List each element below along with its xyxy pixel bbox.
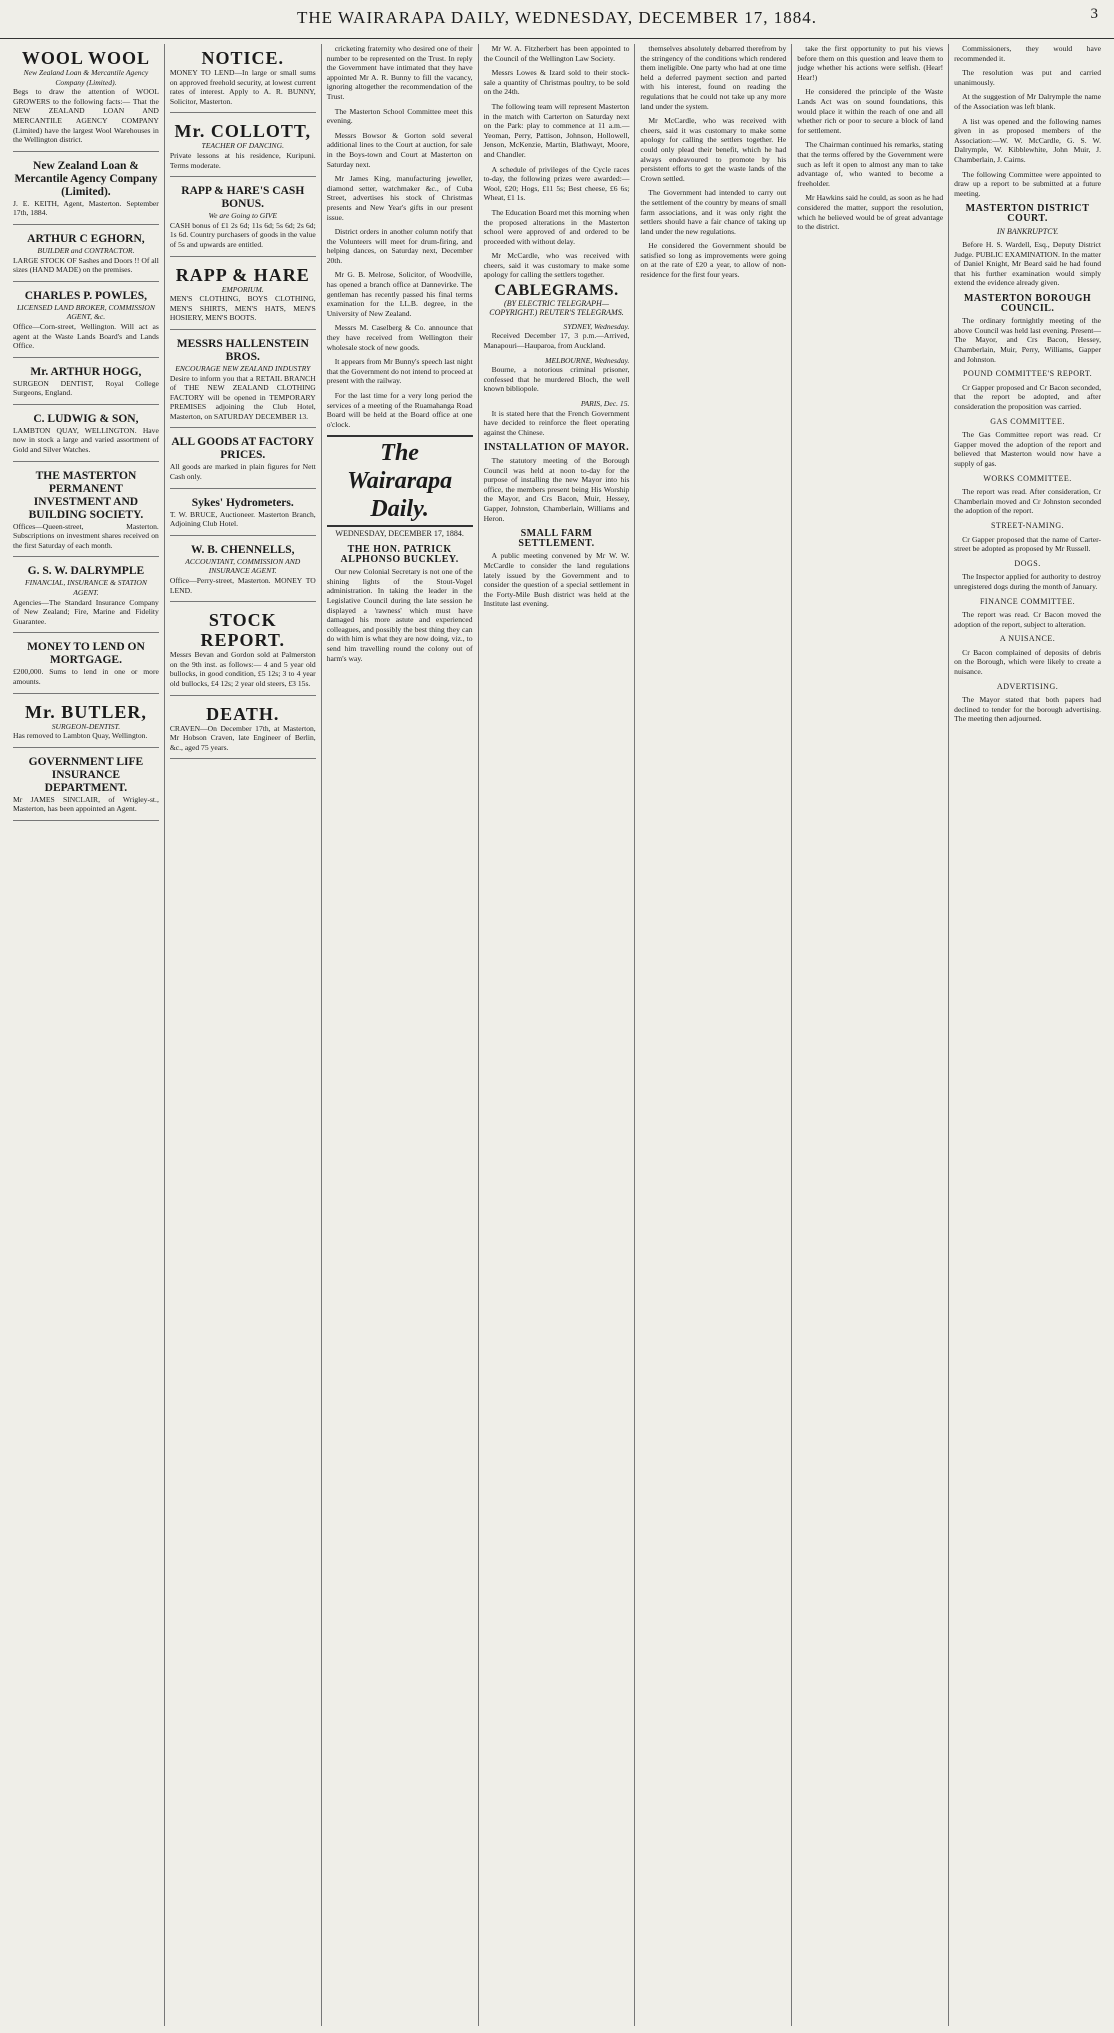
advertisement (170, 334, 316, 429)
committee-body: The report was read. After consideration, Cr Chamberlain moved and Cr Johnston seconded the adoption of the report. (954, 487, 1101, 516)
news-paragraph: Mr McCardle, who was received with cheers, said it was customary to make some apology for calling the settlers together. He could only plead their benefit, which he had always endeavoured to promote by his persistent efforts to get the waste lands of the Crown settled. (640, 116, 787, 183)
advertisement-body: £200,000. Sums to lend in one or more amounts. (13, 667, 159, 686)
advertisement-heading: G. S. W. DALRYMPLE (27, 565, 145, 578)
committee-heading: POUND COMMITTEE'S REPORT. (963, 369, 1093, 379)
advertisement-body: LAMBTON QUAY, WELLINGTON. Have now in stock a large and varied assortment of Gold and Silver Watches. (13, 425, 159, 455)
cable-dateline: MELBOURNE, Wednesday. (545, 355, 630, 365)
advertisement (170, 181, 316, 256)
news-paragraph: The Education Board met this morning when the proposed alterations in the Masterton school were approved of and ordered to be proceeded with without delay. (483, 207, 630, 246)
advertisement-heading: Sykes' Hydrometers. (191, 496, 294, 509)
news-paragraph: The following team will represent Masterton in the match with Carterton on Saturday next on the Park: play to commence at 11 a.m.—Yeoman, Perry, Pattison, Johnson, Hollowell, Jenson, McKenzie, Martin, Blathwayt, Moore, and Chandler. (483, 101, 630, 159)
advertisement-body: Agencies—The Standard Insurance Company of New Zealand; Fire, Marine and Fidelity Guarantee. (13, 597, 159, 626)
advertisement-heading: Mr. COLLOTT, (174, 121, 312, 142)
advertisement (170, 432, 316, 488)
mayor-installation-heading: INSTALLATION OF MAYOR. (483, 442, 630, 454)
district-court-subheading: IN BANKRUPTCY. (996, 226, 1059, 236)
committee-body: Cr Gapper proposed and Cr Bacon seconded, that the report be adopted, and after consideration the proposition was carried. (954, 382, 1101, 411)
advertisement-body: Messrs Bevan and Gordon sold at Palmerston on the 9th inst. as follows:— 4 and 5 year old bullocks, in good condition, £5 12s; 3 to 4 year old bullocks, £4 12s; 2 year old steers, £3 15s. (169, 650, 316, 688)
column-1 (8, 44, 165, 2026)
cable-body: Bourne, a notorious criminal prisoner, confessed that he murdered Bloch, the well known bibliopole. (483, 365, 630, 394)
small-farm-settlement-heading: SMALL FARM SETTLEMENT. (518, 528, 595, 549)
news-paragraph: A schedule of privileges of the Cycle races to-day, the following prizes were awarded:—Wool, £20; Hogs, £11 5s; Best cheese, £6 6s; Wheat, £1 1s. (483, 164, 630, 203)
news-paragraph: Messrs Lowes & Izard sold to their stock-sale a quantity of Christmas poultry, to be sold on the 24th. (483, 68, 630, 97)
news-paragraph: Mr Hawkins said he could, as soon as he had considered the matter, support the resolution, which he believed would be of great advantage to the district. (797, 193, 944, 232)
news-paragraph: Mr G. B. Melrose, Solicitor, of Woodville, has opened a branch office at Dannevirke. The gentleman has recently passed his final terms examination for the LL.B. degree, in the University of New Zealand. (326, 270, 473, 318)
cable-dateline: PARIS, Dec. 15. (580, 399, 630, 408)
news-paragraph: The Government had intended to carry out the settlement of the country by means of small farm associations, and it was only right the settlers should have a fair chance of taking up land under the new regulations. (640, 188, 787, 236)
advertisement (13, 752, 159, 821)
advertisement-heading: ALL GOODS AT FACTORY PRICES. (171, 436, 315, 462)
committee-heading: A NUISANCE. (999, 634, 1056, 644)
advertisement-subheading: LICENSED LAND BROKER, COMMISSION AGENT, &c. (16, 302, 155, 322)
advertisement-heading: W. B. CHENNELLS, (191, 543, 295, 556)
advertisement (13, 409, 159, 462)
advertisement-subheading: We are Going to GIVE (208, 211, 278, 221)
cablegrams-heading: CABLEGRAMS. (494, 282, 619, 300)
small-farm-settlement-body: A public meeting convened by Mr W. W. McCardle to consider the land regulations lately issued by the Government and to consider the question of a special settlement in the Forty-Mile Bush district was held at the Institute last evening. (483, 551, 630, 609)
advertisement-heading: CHARLES P. POWLES, (24, 289, 148, 302)
advertisement-subheading: ACCOUNTANT, COMMISSION AND INSURANCE AGENT. (185, 556, 301, 576)
advertisement (13, 637, 159, 693)
advertisement (170, 117, 316, 177)
advertisement-body: Desire to inform you that a RETAIL BRANCH of THE NEW ZEALAND CLOTHING FACTORY will be opened in TEMPORARY PREMISES adjoining the Club Hotel, Masterton, on SATURDAY DECEMBER 13. (169, 373, 316, 421)
advertisement-heading: MONEY TO LEND ON MORTGAGE. (27, 641, 145, 667)
advertisement (170, 540, 316, 602)
committee-body: The Gas Committee report was read. Cr Gapper moved the adoption of the report and believed that Masterton would now have a supply of gas. (954, 430, 1101, 468)
advertisement-body: Offices—Queen-street, Masterton. Subscriptions on investment shares received on the first Saturday of each month. (13, 521, 159, 550)
news-paragraph: He considered the principle of the Waste Lands Act was on sound foundations, this would place it within the reach of one and all whether rich or poor to secure a block of land for settlement. (797, 87, 944, 135)
newspaper-flag: The Wairarapa Daily. (327, 435, 473, 527)
news-paragraph: Mr James King, manufacturing jeweller, diamond setter, watchmaker &c., of Cuba Street, advertises his stock of Christmas presents and New Year's gifts in our present issue. (326, 174, 473, 222)
advertisement-heading: MESSRS HALLENSTEIN BROS. (176, 337, 309, 363)
advertisement-heading: New Zealand Loan & Mercantile Agency Company (Limited). (14, 159, 158, 198)
news-paragraph: District orders in another column notify that the Volunteers will meet for drum-firing, and helping dances, on Saturday next, December 20th. (326, 227, 473, 265)
advertisement-heading: C. LUDWIG & SON, (33, 412, 139, 425)
advertisement (13, 561, 159, 633)
news-paragraph: The Chairman continued his remarks, stating that the terms offered by the Government were such as left it open to almost any man to take advantage of, who wanted to become a freeholder. (797, 140, 944, 188)
committee-body: The Inspector applied for authority to destroy unregistered dogs during the month of January. (954, 572, 1101, 591)
dateline: WEDNESDAY, DECEMBER 17, 1884. (335, 529, 464, 539)
news-paragraph: The Masterton School Committee meet this evening. (326, 106, 473, 126)
committee-heading: GAS COMMITTEE. (990, 416, 1065, 426)
news-paragraph: Mr McCardle, who was received with cheers, said it was customary to make some apology for calling the settlers together. (483, 251, 630, 280)
committee-body: Cr Gapper proposed that the name of Carter-street be adopted as proposed by Mr Russell. (954, 534, 1101, 554)
advertisement-subheading: New Zealand Loan & Mercantile Agency Company (Limited). (23, 68, 149, 87)
committee-heading: FINANCE COMMITTEE. (979, 596, 1076, 606)
advertisement-body: CRAVEN—On December 17th, at Masterton, Mr Hobson Craven, late Engineer of Berlin, &c., aged 75 years. (169, 723, 316, 752)
advertisement-body: All goods are marked in plain figures for Nett Cash only. (169, 462, 316, 482)
advertisement-heading: Mr. BUTLER, (24, 701, 147, 722)
news-paragraph: The following Committee were appointed to draw up a report to be submitted at a future meeting. (954, 169, 1101, 198)
advertisement-body: MONEY TO LEND—In large or small sums on approved freehold security, at lowest current rates of interest. Apply to A. R. BUNNY, Solicitor, Masterton. (169, 68, 316, 106)
advertisement-subheading: BUILDER and CONTRACTOR. (37, 245, 135, 255)
committee-heading: DOGS. (1014, 558, 1041, 568)
masthead (0, 0, 1114, 36)
advertisement-heading: NOTICE. (201, 48, 285, 68)
news-paragraph: Mr W. A. Fitzherbert has been appointed to the Council of the Wellington Law Society. (483, 44, 630, 63)
advertisement (170, 261, 316, 330)
page-number: 3 (1090, 6, 1098, 22)
advertisement-body: Mr JAMES SINCLAIR, of Wrigley-st., Masterton, has been appointed an Agent. (13, 794, 159, 814)
masthead-rule (0, 38, 1114, 39)
advertisement-body: Office—Corn-street, Wellington. Will act as agent at the Waste Lands Board's and Lands Office. (13, 321, 159, 351)
masthead-title: THE WAIRARAPA DAILY, WEDNESDAY, DECEMBER 17, 1884. (297, 8, 817, 27)
advertisement-body: MEN'S CLOTHING, BOYS CLOTHING, MEN'S SHIRTS, MEN'S HATS, MEN'S HOSIERY, MEN'S BOOTS. (169, 294, 316, 323)
advertisement-heading: ARTHUR C EGHORN, (27, 232, 145, 245)
news-paragraph: Messrs M. Caselberg & Co. announce that they have received from Wellington their wholesale stock of new goods. (326, 323, 473, 352)
news-paragraph: A list was opened and the following names given in as proposed members of the Association:—W. W. McCardle, G. S. W. Dalrymple, W. Kibblewhite, John Muir, J. Chamberlain, J. Cairns. (954, 116, 1101, 164)
committee-body: The report was read. Cr Bacon moved the adoption of the report, subject to alteration. (954, 610, 1101, 629)
advertisement-body: Private lessons at his residence, Kuripuni. Terms moderate. (169, 150, 316, 170)
advertisement (13, 229, 159, 282)
borough-council-heading: MASTERTON BOROUGH COUNCIL. (963, 293, 1092, 314)
cablegrams-credit: (BY ELECTRIC TELEGRAPH—COPYRIGHT.) REUTER'S TELEGRAMS. (489, 298, 624, 318)
advertisement (13, 466, 159, 558)
committee-body: Cr Bacon complained of deposits of debris on the Borough, which were likely to create a nuisance. (954, 647, 1101, 677)
column-3 (322, 44, 479, 2026)
news-paragraph: He considered the Government should be satisfied so long as improvements were going on at the rate of £20 a year, to allow of non-residence for the first four years. (640, 241, 787, 280)
advertisement (13, 44, 159, 152)
news-paragraph: At the suggestion of Mr Dalrymple the name of the Association was left blank. (954, 92, 1101, 111)
mayor-installation-body: The statutory meeting of the Borough Council was held at noon to-day for the purpose of installing the new Mayor into his office, the members present being His Worship the Mayor, and Crs Bacon, Muir, Hessey, Gapper, Johnston, Chamberlain, Williams and Heron. (483, 455, 630, 523)
column-6 (792, 44, 949, 2026)
advertisement-heading: STOCK REPORT. (200, 610, 286, 651)
leader-body: Our new Colonial Secretary is not one of the shining lights of the Stout-Vogel administration. In taking the leader in the Legislative Council during the late session he displayed a 'rawness' which must have damaged his more astute and experienced colleagues, and possibly the best thing they can do with him is what they are now doing, viz., to send him travelling round the colony out of harm's way. (326, 567, 473, 663)
advertisement-body: Office—Perry-street, Masterton. MONEY TO LEND. (169, 576, 316, 595)
advertisement-subheading: ENCOURAGE NEW ZEALAND INDUSTRY (175, 363, 311, 373)
advertisement (13, 698, 159, 748)
news-paragraph: take the first opportunity to put his views before them on this question and leave them to judge whether his actions were selfish. (Hear! Hear!) (797, 44, 944, 82)
column-2 (165, 44, 322, 2026)
advertisement-heading: WOOL WOOL (21, 48, 151, 68)
district-court-heading: MASTERTON DISTRICT COURT. (965, 203, 1090, 224)
advertisement (170, 606, 316, 695)
committee-heading: WORKS COMMITTEE. (983, 473, 1072, 483)
advertisement-heading: RAPP & HARE (175, 264, 310, 285)
advertisement-subheading: FINANCIAL, INSURANCE & STATION AGENT. (24, 578, 147, 598)
newspaper-columns (8, 44, 1106, 2026)
cable-body: It is stated here that the French Government have decided to reinforce the fleet operating against the Chinese. (483, 408, 630, 437)
news-paragraph: It appears from Mr Bunny's speech last night that the Government do not intend to proceed at present with the railway. (326, 357, 473, 386)
advertisement-subheading: TEACHER OF DANCING. (201, 141, 285, 151)
committee-heading: STREET-NAMING. (990, 520, 1065, 530)
district-court-body: Before H. S. Wardell, Esq., Deputy District Judge. PUBLIC EXAMINATION. In the matter of Daniel Knight, Mr Beard said he had found that his further examination would simply extend the evidence already given. (954, 240, 1101, 288)
advertisement (13, 156, 159, 225)
column-4 (479, 44, 636, 2026)
advertisement-heading: Mr. ARTHUR HOGG, (30, 365, 142, 378)
column-5 (635, 44, 792, 2026)
advertisement-subheading: SURGEON-DENTIST. (51, 721, 121, 731)
leader-heading: THE HON. PATRICK ALPHONSO BUCKLEY. (340, 543, 459, 565)
advertisement (170, 44, 316, 113)
advertisement-body: LARGE STOCK OF Sashes and Doors !! Of all sizes (HAND MADE) on the premises. (13, 255, 159, 275)
advertisement-heading: RAPP & HARE'S CASH BONUS. (181, 185, 305, 211)
advertisement-body: CASH bonus of £1 2s 6d; 11s 6d; 5s 6d; 2s 6d; 1s 6d. Country purchasers of goods in the value of 5s and upwards are entitled. (169, 220, 316, 249)
advertisement-body: J. E. KEITH, Agent, Masterton. September 17th, 1884. (13, 198, 159, 218)
news-paragraph: The resolution was put and carried unanimously. (954, 68, 1101, 87)
advertisement-body: Begs to draw the attention of WOOL GROWERS to the following facts:— That the NEW ZEALAND LOAN AND MERCANTILE AGENCY COMPANY (Limited) have the largest Wool Warehouses in the Wellington district. (13, 87, 159, 145)
advertisement (170, 700, 316, 760)
advertisement-heading: GOVERNMENT LIFE INSURANCE DEPARTMENT. (28, 755, 144, 794)
cable-body: Received December 17, 3 p.m.—Arrived, Manapouri—Hauparoa, from Auckland. (483, 331, 630, 351)
advertisement-heading: THE MASTERTON PERMANENT INVESTMENT AND BUILDING SOCIETY. (28, 469, 144, 521)
advertisement-subheading: EMPORIUM. (221, 284, 264, 294)
news-paragraph: themselves absolutely debarred therefrom by the stringency of the conditions which rendered them ineligible. One party who had at one time held a deferred payment section and parted with his interest, found on reading the regulations that he could not take up any more land under the system. (640, 44, 787, 111)
borough-council-body: The ordinary fortnightly meeting of the above Council was held last evening. Present—The Mayor, and Crs Bacon, Hessey, Chamberlain, Muir, Perry, Williams, Gapper and Johnston. (954, 316, 1101, 364)
advertisement (13, 362, 159, 405)
news-paragraph: cricketing fraternity who desired one of their number to be represented on the Trust. In reply the Government have intimated that they have appointed Mr A. R. Bunny to fill the vacancy, ignoring altogether the recommendation of the Trust. (326, 44, 473, 101)
news-paragraph: Commissioners, they would have recommended it. (954, 44, 1101, 63)
cable-dateline: SYDNEY, Wednesday. (563, 321, 630, 331)
advertisement-body: SURGEON DENTIST, Royal College Surgeons, England. (13, 378, 159, 398)
news-paragraph: For the last time for a very long period the services of a meeting of the Ruamahanga Road Board will be held at the Board office at one o'clock. (326, 391, 473, 429)
news-paragraph: Messrs Bowsor & Gorton sold several additional lines to the Court at auction, for sale in the Boys-town and Court at Masterton on Saturday next. (326, 130, 473, 169)
advertisement-body: Has removed to Lambton Quay, Wellington. (13, 731, 148, 741)
advertisement (170, 493, 316, 536)
committee-body: The Mayor stated that both papers had declined to tender for the borough advertising. The meeting then adjourned. (954, 695, 1101, 724)
advertisement (13, 286, 159, 358)
advertisement-heading: DEATH. (206, 703, 280, 724)
advertisement-body: T. W. BRUCE, Auctioneer. Masterton Branch, Adjoining Club Hotel. (169, 509, 316, 529)
column-7 (949, 44, 1106, 2026)
committee-heading: ADVERTISING. (996, 681, 1059, 691)
